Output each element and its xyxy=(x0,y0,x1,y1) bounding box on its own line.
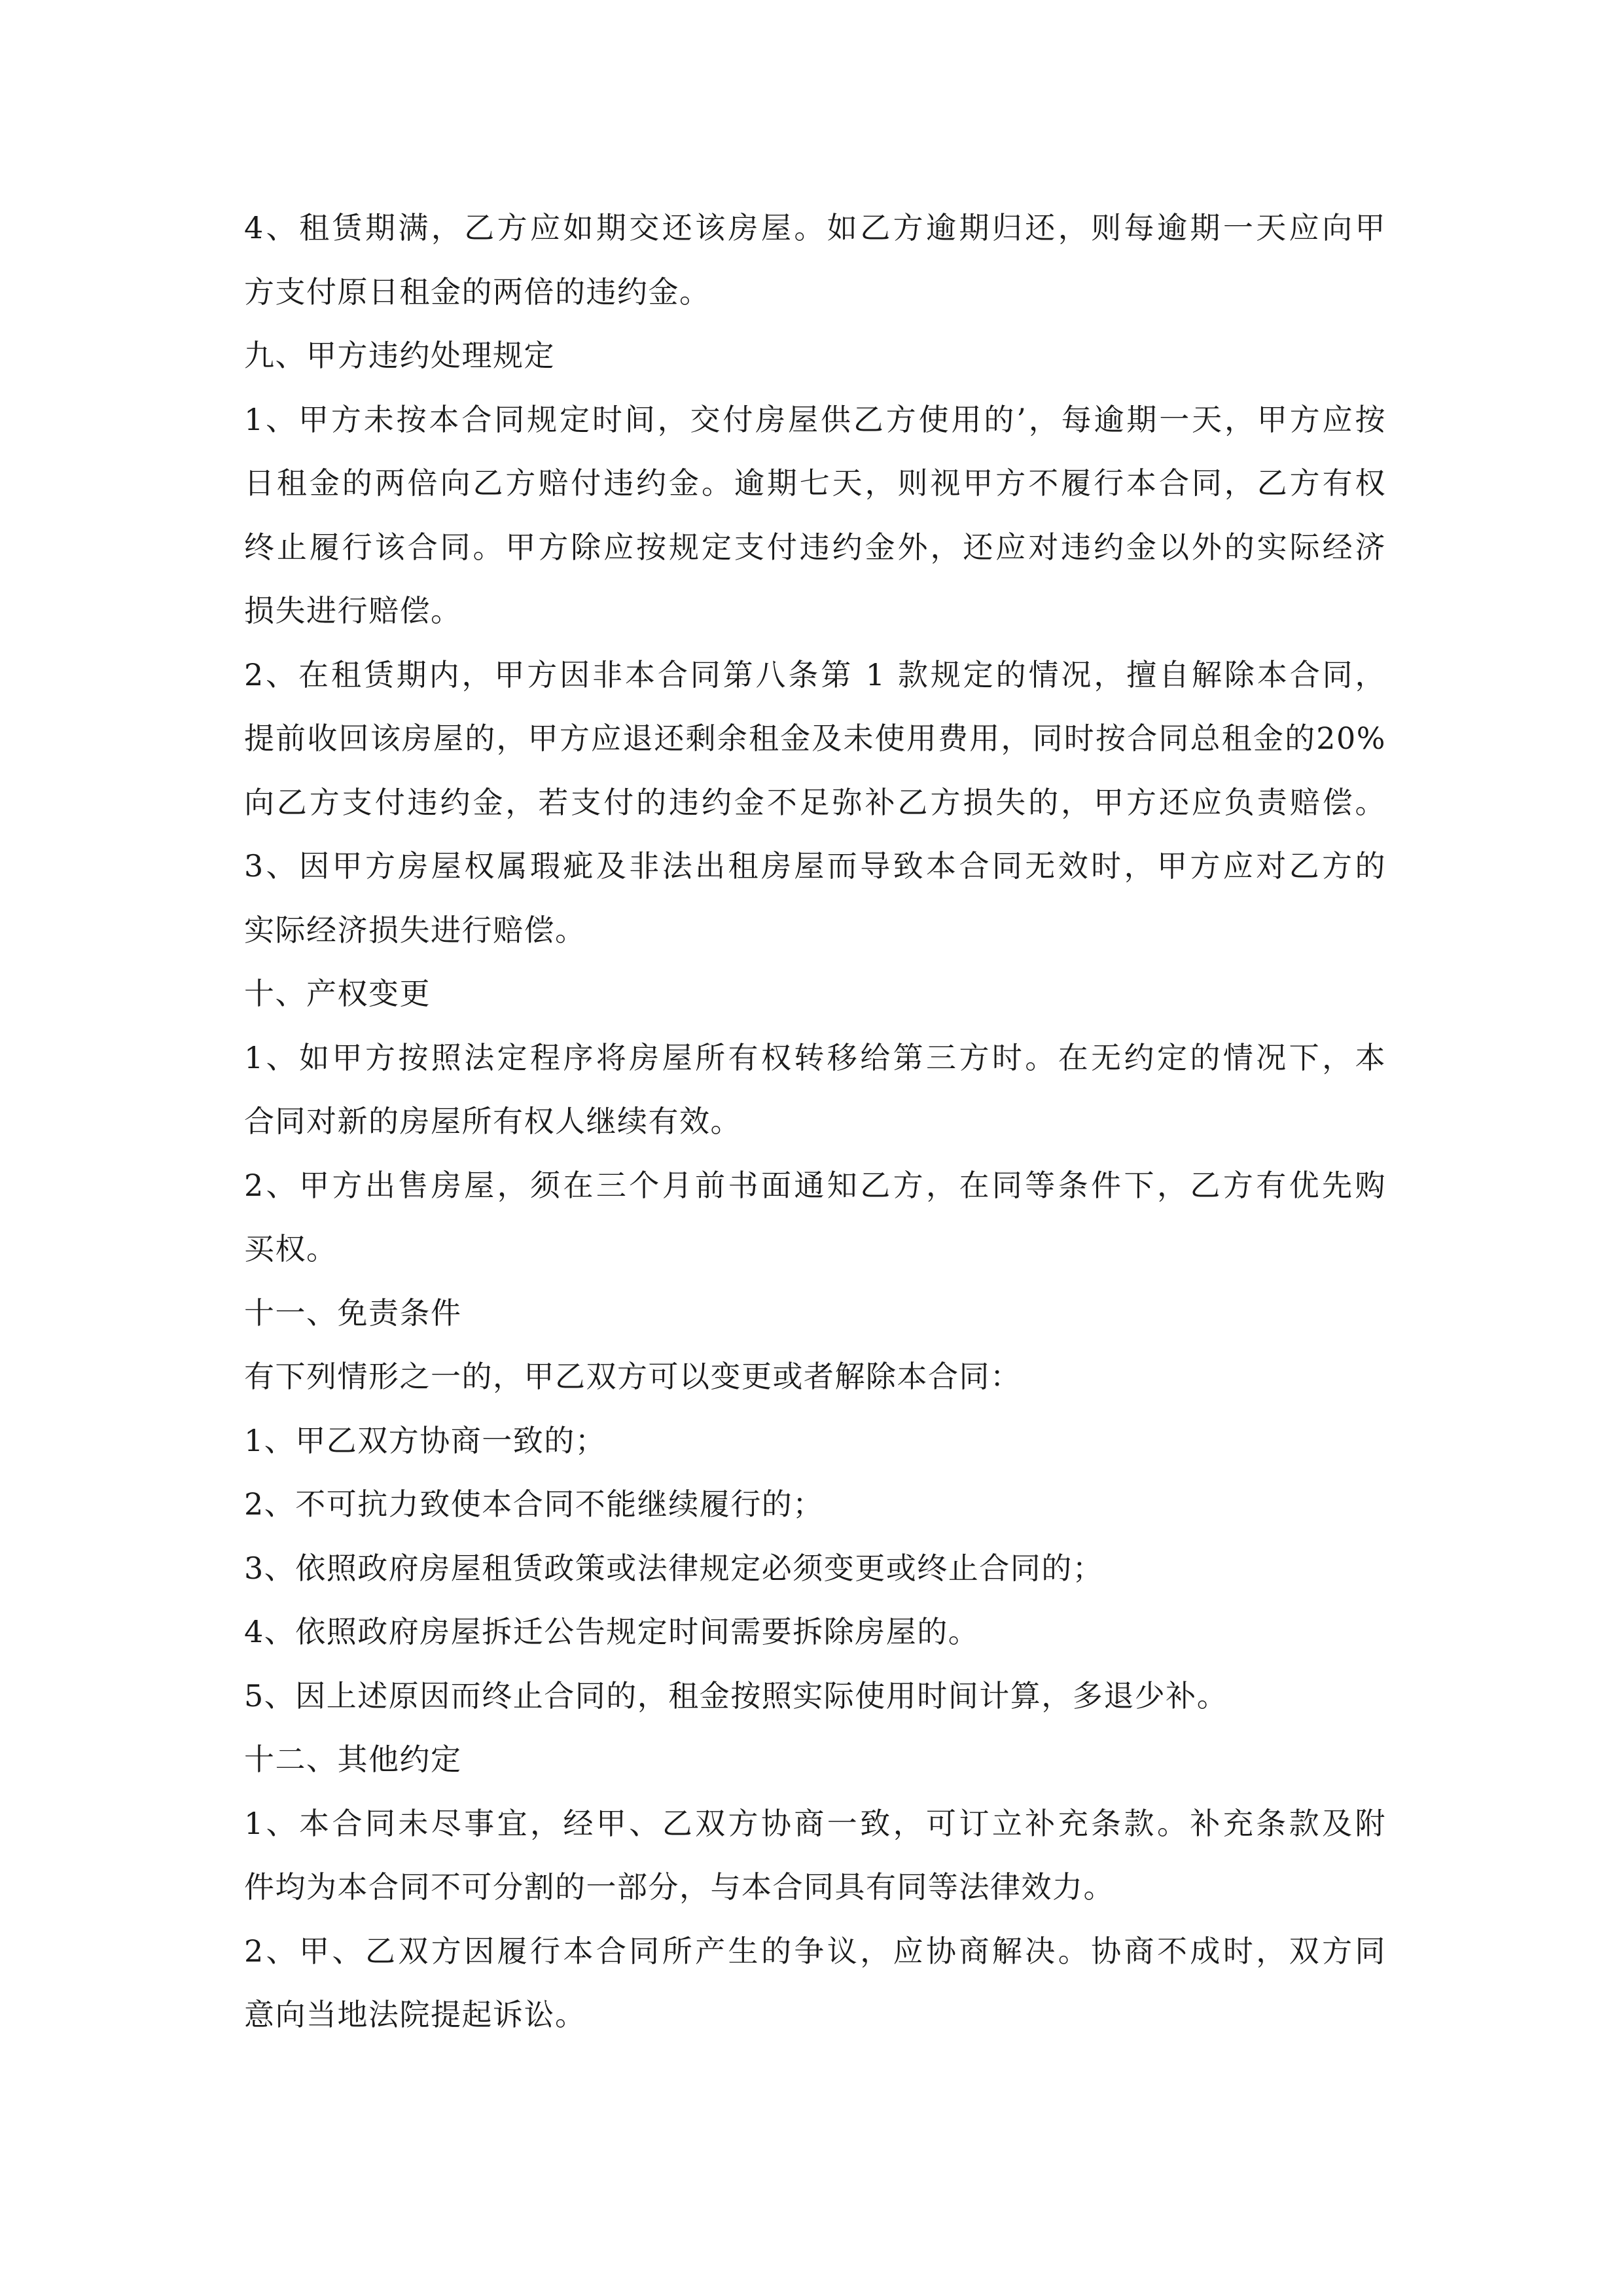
text-line: 九、甲方违约处理规定 xyxy=(244,338,555,373)
text-line: 4、租赁期满，乙方应如期交还该房屋。如乙方逾期归还，则每逾期一天应向甲 xyxy=(244,210,1386,245)
text-line: 2、甲、乙双方因履行本合同所产生的争议，应协商解决。协商不成时，双方同 xyxy=(244,1933,1386,1969)
text-line: 有下列情形之一的，甲乙双方可以变更或者解除本合同： xyxy=(244,1359,1022,1394)
text-line: 5、因上述原因而终止合同的，租金按照实际使用时间计算，多退少补。 xyxy=(244,1677,1228,1713)
text-line: 意向当地法院提起诉讼。 xyxy=(244,1997,586,2032)
text-line: 终止履行该合同。甲方除应按规定支付违约金外，还应对违约金以外的实际经济 xyxy=(244,529,1386,565)
text-line: 1、甲乙双方协商一致的； xyxy=(244,1422,607,1458)
text-line: 4、依照政府房屋拆迁公告规定时间需要拆除房屋的。 xyxy=(244,1614,980,1649)
text-line: 3、因甲方房屋权属瑕疵及非法出租房屋而导致本合同无效时，甲方应对乙方的 xyxy=(244,848,1386,884)
text-line: 损失进行赔偿。 xyxy=(244,593,462,628)
text-line: 实际经济损失进行赔偿。 xyxy=(244,912,586,948)
text-line: 1、如甲方按照法定程序将房屋所有权转移给第三方时。在无约定的情况下，本 xyxy=(244,1039,1386,1075)
text-line: 1、本合同未尽事宜，经甲、乙双方协商一致，可订立补充条款。补充条款及附 xyxy=(244,1805,1386,1841)
text-line: 2、在租赁期内，甲方因非本合同第八条第 1 款规定的情况，擅自解除本合同， xyxy=(244,656,1386,692)
text-line: 十、产权变更 xyxy=(244,976,431,1011)
text-line: 提前收回该房屋的，甲方应退还剩余租金及未使用费用，同时按合同总租金的20% xyxy=(244,721,1386,756)
text-line: 3、依照政府房屋租赁政策或法律规定必须变更或终止合同的； xyxy=(244,1550,1104,1586)
text-line: 买权。 xyxy=(244,1231,338,1266)
text-line: 合同对新的房屋所有权人继续有效。 xyxy=(244,1103,741,1139)
text-line: 方支付原日租金的两倍的违约金。 xyxy=(244,274,711,310)
text-line: 十一、免责条件 xyxy=(244,1295,462,1331)
text-line: 1、甲方未按本合同规定时间，交付房屋供乙方使用的’，每逾期一天，甲方应按 xyxy=(244,401,1386,437)
document-body xyxy=(244,196,1386,2047)
text-line: 十二、其他约定 xyxy=(244,1742,462,1777)
text-line: 向乙方支付违约金，若支付的违约金不足弥补乙方损失的，甲方还应负责赔偿。 xyxy=(244,784,1386,820)
text-line: 2、不可抗力致使本合同不能继续履行的； xyxy=(244,1486,824,1522)
text-line: 件均为本合同不可分割的一部分，与本合同具有同等法律效力。 xyxy=(244,1869,1115,1905)
text-line: 2、甲方出售房屋，须在三个月前书面通知乙方，在同等条件下，乙方有优先购 xyxy=(244,1167,1386,1203)
text-line: 日租金的两倍向乙方赔付违约金。逾期七天，则视甲方不履行本合同，乙方有权 xyxy=(244,465,1386,501)
